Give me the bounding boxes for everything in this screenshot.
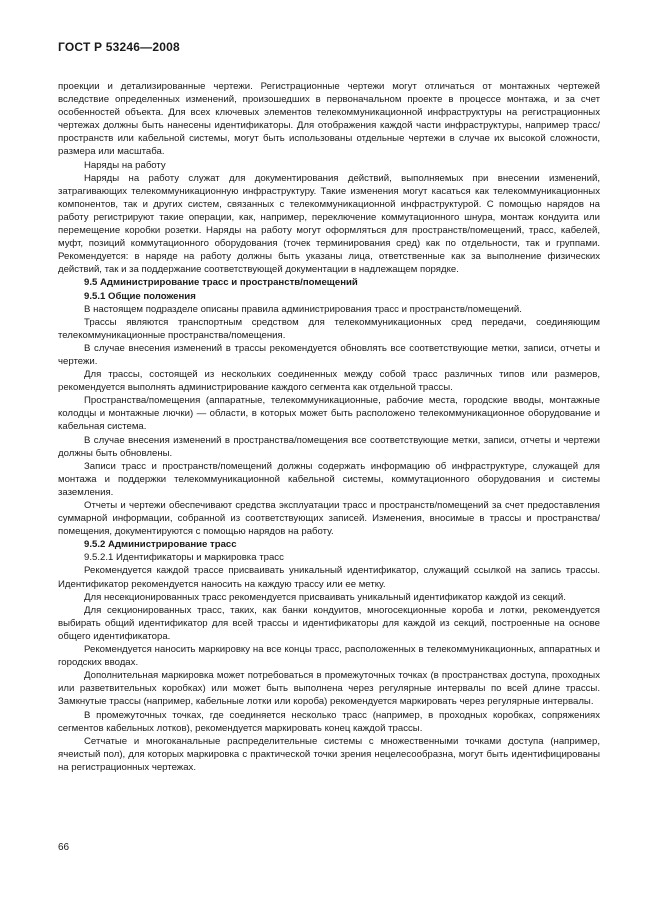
subsection-heading: 9.5.2 Администрирование трасс [84,539,237,551]
paragraph: В случае внесения изменений в пространства/помещения все соответствующие метки, записи, отчеты и чертежи должны быть обновлены. [58,434,600,459]
body-text [58,80,600,774]
paragraph: Рекомендуется наносить маркировку на все концы трасс, расположенных в телекоммуникационных, аппаратных и городских вводах. [58,644,600,669]
document-header: ГОСТ Р 53246—2008 [58,40,180,54]
clause-title: 9.5.2.1 Идентификаторы и маркировка трасс [84,552,284,564]
paragraph: Пространства/помещения (аппаратные, телекоммуникационные, рабочие места, городские вводы, монтажные колодцы и монтажные лючки) — области, в которых может быть расположено телекоммуникационное оборудование и кабельная система. [58,395,600,433]
paragraph: В случае внесения изменений в трассы рекомендуется обновлять все соответствующие метки, записи, отчеты и чертежи. [58,342,600,367]
paragraph: Дополнительная маркировка может потребоваться в промежуточных точках (в пространствах доступа, проходных или разветвительных коробках) или может быть выполнена через регулярные интервалы по всей длине трассы. Замкнутые трассы (например, кабельные лотки или короба) рекомендуется маркировать через регулярные интервалы. [58,670,600,708]
paragraph: Трассы являются транспортным средством для телекоммуникационных сред передачи, соединяющим телекоммуникационные пространства/помещения. [58,316,600,341]
paragraph: Наряды на работу служат для документирования действий, выполняемых при внесении изменений, затрагивающих телекоммуникационную инфраструктуру. Такие изменения могут касаться как телекоммуникационных компонентов, так и других систем, связанных с телекоммуникационной инфраструктурой. С помощью нарядов на работу регистрируют такие операции, как, например, переключение коммутационного шнура, монтаж кондуита или перемещение коробки розетки. Наряды на работу могут оформляться для пространств/помещений, трасс, кабелей, муфт, позиций коммутационного оборудования (точек терминирования сред) как по отдельности, так и группами. Рекомендуется: в наряде на работу должны быть указаны лица, ответственные как за выполнение физических действий, так и за поддержание соответствующей документации в надлежащем порядке. [58,172,600,276]
paragraph: Рекомендуется каждой трассе присваивать уникальный идентификатор, служащий ссылкой на запись трассы. Идентификатор рекомендуется наносить на каждую трассу или ее метку. [58,565,600,590]
paragraph: Сетчатые и многоканальные распределительные системы с множественными точками доступа (например, ячеистый пол), для которых маркировка с практической точки зрения нецелесообразна, могут быть идентифицированы на регистрационных чертежах. [58,735,600,773]
subsection-heading: 9.5.1 Общие положения [84,290,196,302]
subheading: Наряды на работу [84,159,166,171]
paragraph: Записи трасс и пространств/помещений должны содержать информацию об инфраструктуре, служащей для монтажа и поддержки телекоммуникационной кабельной системы, коммутационного оборудования и системы заземления. [58,460,600,498]
paragraph: Отчеты и чертежи обеспечивают средства эксплуатации трасс и пространств/помещений за счет предоставления суммарной информации, собранной из соответствующих записей. Изменения, вносимые в трассы и пространства/помещения, документируются с помощью нарядов на работу. [58,500,600,538]
paragraph: проекции и детализированные чертежи. Регистрационные чертежи могут отличаться от монтажных чертежей вследствие определенных изменений, произошедших в первоначальном проекте в процессе монтажа, и за счет особенностей объекта. Для всех ключевых элементов телекоммуникационной инфраструктуры на регистрационных чертежах должны быть нанесены идентификаторы. Для отображения каждой части инфраструктуры, например трасс/пространств или кабельной системы, могут быть использованы отдельные чертежи в случае их высокой сложности, размера или масштаба. [58,81,600,158]
section-heading: 9.5 Администрирование трасс и пространств/помещений [84,277,358,289]
page-number: 66 [58,842,70,853]
paragraph: В настоящем подразделе описаны правила администрирования трасс и пространств/помещений. [84,303,522,315]
paragraph: Для несекционированных трасс рекомендуется присваивать уникальный идентификатор каждой из секций. [84,591,566,603]
paragraph: Для трассы, состоящей из нескольких соединенных между собой трасс различных типов или размеров, рекомендуется выполнять администрирование каждого сегмента как отдельной трассы. [58,369,600,394]
paragraph: Для секционированных трасс, таких, как банки кондуитов, многосекционные короба и лотки, рекомендуется выбирать общий идентификатор для всей трассы и идентификаторы для каждой из секций, построенные на основе общего идентификатора. [58,604,600,642]
paragraph: В промежуточных точках, где соединяется несколько трасс (например, в проходных коробках, сопряжениях сегментов кабельных лотков), рекомендуется маркировать конец каждой трассы. [58,709,600,734]
